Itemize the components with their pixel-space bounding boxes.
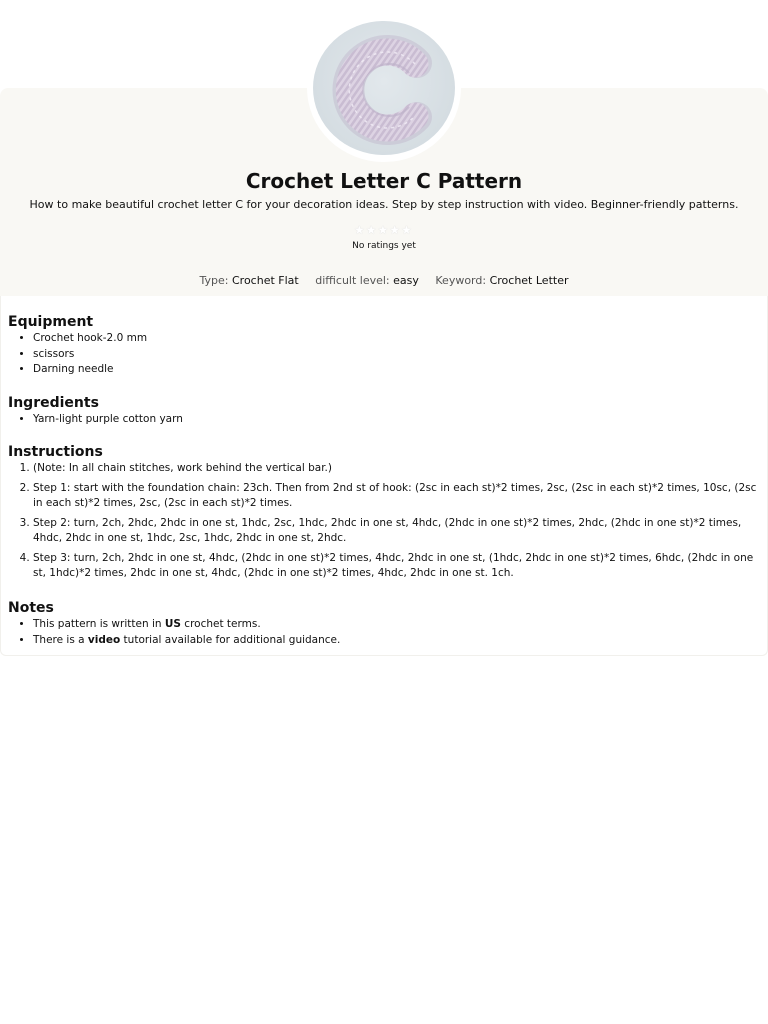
recipe-image	[313, 21, 455, 155]
ingredients-section	[8, 394, 760, 428]
instructions-heading: Instructions	[8, 444, 103, 460]
notes-list	[8, 617, 760, 648]
star-outline-icon[interactable]: ★	[354, 223, 365, 237]
star-outline-icon[interactable]: ★	[377, 223, 389, 237]
list-item: • Yarn-light purple cotton yarn	[33, 412, 760, 428]
instructions-list	[8, 461, 760, 582]
notes-heading: Notes	[8, 600, 54, 616]
star-outline-icon[interactable]: ★	[365, 223, 377, 237]
star-outline-icon[interactable]: ★	[401, 223, 412, 237]
note-item	[33, 617, 760, 633]
ingredients-heading: Ingredients	[8, 395, 99, 411]
type-value: Crochet Flat	[231, 274, 299, 287]
rating-stars[interactable]	[354, 224, 416, 236]
note-text: There is a	[33, 633, 88, 646]
note-emphasis: US	[164, 618, 181, 630]
rating-count: No ratings yet	[352, 241, 416, 251]
equipment-heading: Equipment	[8, 314, 94, 330]
instruction-step: 2. Step 1: start with the foundation chain: 23ch. Then from 2nd st of hook: (2sc in each st)*2 times, 2sc, (2sc in each st)*2 times, 10sc, (2sc in each st)*2 times, 2sc, (2sc in each st)*2 times.	[33, 481, 760, 512]
instructions-section	[8, 443, 760, 586]
list-item: • Darning needle	[33, 362, 760, 378]
recipe-meta	[0, 274, 768, 288]
recipe-summary: How to make beautiful crochet letter C for your decoration ideas. Step by step instruction with video. Beginner-friendly patterns.	[29, 198, 739, 211]
type-label: Type:	[199, 274, 229, 287]
ingredients-list	[8, 412, 760, 428]
instruction-step: 3. Step 2: turn, 2ch, 2hdc, 2hdc in one st, 1hdc, 2sc, 1hdc, 2hdc in one st, 4hdc, (2hdc in one st)*2 times, 2hdc, (2hdc in one st)*2 times, 4hdc, 2hdc in one st, 1hdc, 2sc, 1hdc, 2hdc in one st, 2hdc.	[33, 516, 760, 547]
star-outline-icon[interactable]: ★	[389, 223, 401, 237]
recipe-title: Crochet Letter C Pattern	[245, 169, 523, 193]
note-item	[33, 633, 760, 649]
equipment-list	[8, 331, 760, 378]
note-text: crochet terms.	[180, 618, 261, 630]
instruction-step: 4. Step 3: turn, 2ch, 2hdc in one st, 4hdc, (2hdc in one st)*2 times, 4hdc, 2hdc in one st, (1hdc, 2hdc in one st)*2 times, 6hdc, (2hdc in one st, 1hdc)*2 times, 2hdc in one st, 4hdc, (2hdc in one st)*2 times, 4hdc, 2hdc in one st. 1ch.	[33, 551, 760, 582]
keyword-value: Crochet Letter	[489, 274, 569, 287]
instruction-step: 1. (Note: In all chain stitches, work behind the vertical bar.)	[33, 461, 760, 477]
note-text: This pattern is written in	[33, 618, 165, 630]
note-text: tutorial available for additional guidance.	[120, 633, 341, 646]
notes-section	[8, 599, 760, 648]
list-item: • scissors	[33, 347, 760, 363]
equipment-section	[8, 313, 760, 378]
keyword-label: Keyword:	[435, 274, 487, 287]
list-item: • Crochet hook-2.0 mm	[33, 331, 760, 347]
level-value: easy	[393, 274, 419, 287]
note-emphasis: video	[87, 633, 121, 646]
crochet-letter-c-picture	[313, 21, 455, 155]
level-label: difficult level:	[315, 274, 390, 287]
